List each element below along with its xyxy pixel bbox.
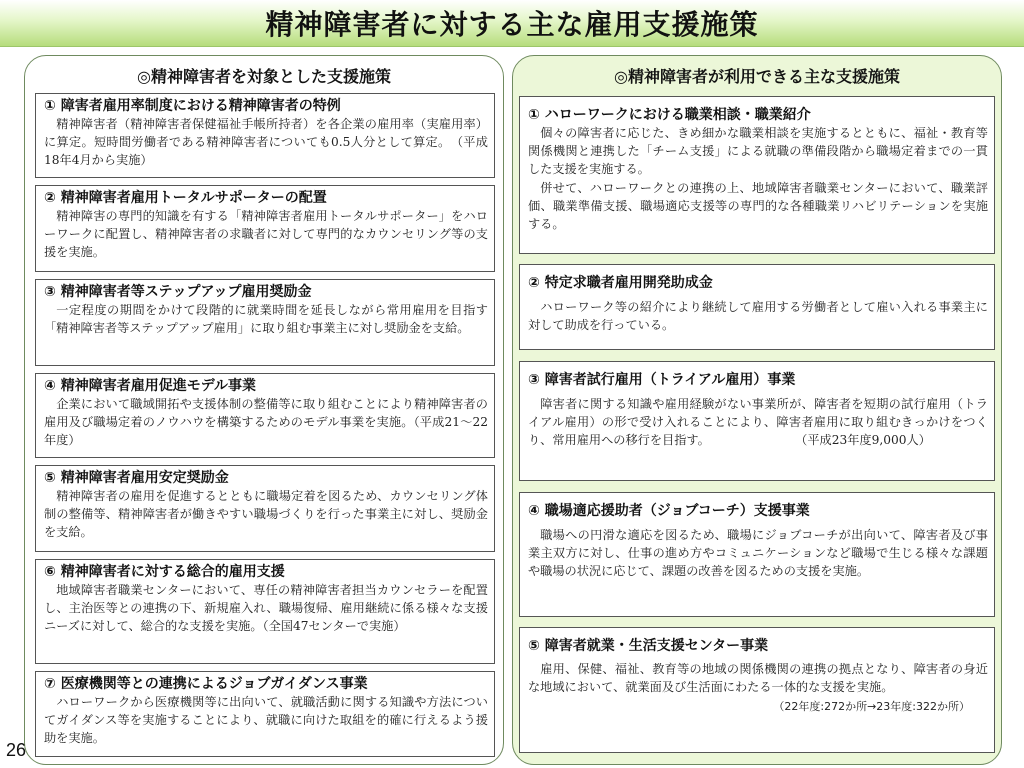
right-item-4-title: ④ 職場適応援助者（ジョブコーチ）支援事業 — [528, 503, 810, 519]
left-panel-heading: ◎精神障害者を対象とした支援施策 — [137, 67, 391, 86]
right-item-5-title: ⑤ 障害者就業・生活支援センター事業 — [528, 638, 769, 654]
right-item-5-note: （22年度:272か所→23年度:322か所） — [773, 700, 970, 714]
left-item-4-body: 企業において職域開拓や支援体制の整備等に取り組むことにより精神障害者の雇用及び職場定着のノウハウを構築するためのモデル事業を実施。（平成21～22年度） — [44, 397, 488, 448]
left-item-1-body: 精神障害者（精神障害者保健福祉手帳所持者）を各企業の雇用率（実雇用率）に算定。短時間労働者である精神障害者についても0.5人分として算定。 （平成18年4月から実施） — [44, 117, 488, 168]
page-title: 精神障害者に対する主な雇用支援施策 — [265, 8, 759, 41]
title-bar — [0, 0, 1024, 47]
right-item-3 — [519, 361, 995, 481]
left-item-4-title: ④ 精神障害者雇用促進モデル事業 — [44, 378, 257, 394]
right-item-5 — [519, 627, 995, 753]
right-item-4 — [519, 492, 995, 617]
left-item-4 — [35, 373, 495, 458]
right-item-1-body-2: 併せて、ハローワークとの連携の上、地域障害者職業センターにおいて、職業評価、職業準備支援、職場適応支援等の専門的な各種職業リハビリテーションを実施する。 — [528, 180, 988, 232]
left-item-5-title: ⑤ 精神障害者雇用安定奨励金 — [44, 470, 229, 486]
right-item-5-body: 雇用、保健、福祉、教育等の地域の関係機関の連携の拠点となり、障害者の身近な地域において、就業面及び生活面にわたる一体的な支援を実施。 — [528, 662, 988, 694]
right-item-2-body: ハローワーク等の紹介により継続して雇用する労働者として雇い入れる事業主に対して助成を行っている。 — [528, 300, 988, 333]
left-item-6 — [35, 559, 495, 664]
left-item-7-body: ハローワークから医療機関等に出向いて、就職活動に関する知識や方法についてガイダンス等を実施することにより、就職に向けた取組を的確に行えるよう援助を実施。 — [44, 695, 488, 746]
left-item-6-title: ⑥ 精神障害者に対する総合的雇用支援 — [44, 564, 285, 580]
right-item-1 — [519, 96, 995, 254]
left-item-2 — [35, 185, 495, 272]
right-panel — [512, 55, 1002, 765]
right-item-2-title: ② 特定求職者雇用開発助成金 — [528, 275, 713, 291]
right-item-4-body: 職場への円滑な適応を図るため、職場にジョブコーチが出向いて、障害者及び事業主双方に対し、仕事の進め方やコミュニケーションなど職場で生じる様々な課題や職場の状況に応じて、課題の改善を図るための支援を実施。 — [528, 528, 988, 579]
left-item-5 — [35, 465, 495, 552]
right-item-1-body: 個々の障害者に応じた、きめ細かな職業相談を実施するとともに、福祉・教育等関係機関と連携した「チーム支援」による就職の準備段階から職場定着までの一貫した支援を実施する。 — [528, 126, 988, 177]
left-item-6-body: 地域障害者職業センターにおいて、専任の精神障害者担当カウンセラーを配置し、主治医等との連携の下、新規雇入れ、職場復帰、雇用継続に係る様々な支援ニーズに対して、総合的な支援を実施。（全国47センターで実施） — [44, 583, 488, 634]
left-item-1-title: ① 障害者雇用率制度における精神障害者の特例 — [44, 98, 341, 114]
left-item-2-body: 精神障害の専門的知識を有する「精神障害者雇用トータルサポーター」をハローワークに配置し、精神障害者の求職者に対して専門的なカウンセリング等の支援を実施。 — [44, 209, 488, 260]
left-panel — [24, 55, 504, 765]
left-item-7 — [35, 671, 495, 757]
right-panel-heading: ◎精神障害者が利用できる主な支援施策 — [614, 67, 900, 86]
right-item-3-body: 障害者に関する知識や雇用経験がない事業所が、障害者を短期の試行雇用（トライアル雇用）の形で受け入れることにより、障害者雇用に取り組むきっかけをつくり、常用雇用への移行を目指す。 （平成23年度9,000人） — [528, 397, 988, 448]
page-number: 26 — [6, 740, 27, 760]
left-item-3 — [35, 279, 495, 366]
right-item-3-title: ③ 障害者試行雇用（トライアル雇用）事業 — [528, 372, 796, 388]
left-item-3-title: ③ 精神障害者等ステップアップ雇用奨励金 — [44, 284, 312, 300]
left-item-3-body: 一定程度の期間をかけて段階的に就業時間を延長しながら常用雇用を目指す 「精神障害者等ステップアップ雇用」に取り組む事業主に対し奨励金を支給。 — [44, 303, 488, 336]
left-item-2-title: ② 精神障害者雇用トータルサポーターの配置 — [44, 190, 327, 206]
left-item-7-title: ⑦ 医療機関等との連携によるジョブガイダンス事業 — [44, 676, 368, 692]
left-item-1 — [35, 93, 495, 178]
right-item-1-title: ① ハローワークにおける職業相談・職業紹介 — [528, 107, 811, 123]
right-item-2 — [519, 264, 995, 350]
left-item-5-body: 精神障害者の雇用を促進するとともに職場定着を図るため、カウンセリング体制の整備等、精神障害者が働きやすい職場づくりを行った事業主に対し、奨励金を支給。 — [44, 489, 488, 540]
